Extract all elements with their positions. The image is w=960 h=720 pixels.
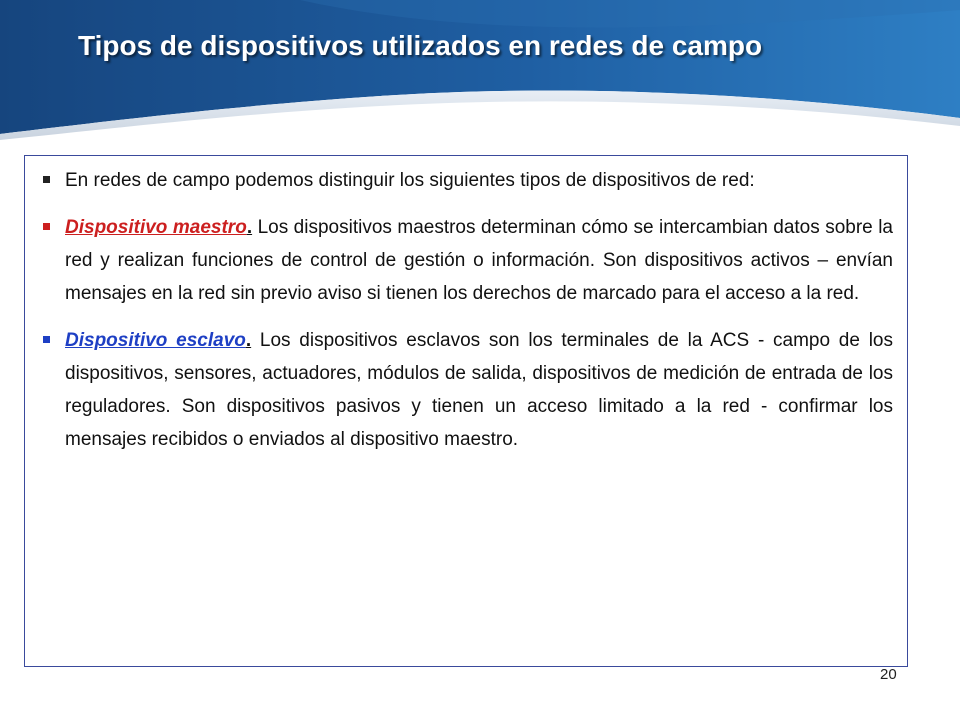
- bullet-intro: [43, 164, 893, 197]
- master-device-description: Los dispositivos maestros determinan cómo se intercambian datos sobre la red y realizan funciones de control de gestión o información. Son dispositivos activos – envían mensajes en la red sin previo aviso si tienen los derechos de marcado para el acceso a la red.: [65, 217, 894, 304]
- square-bullet-icon: [43, 223, 50, 230]
- slave-device-description: Los dispositivos esclavos son los terminales de la ACS - campo de los dispositivos, sensores, actuadores, módulos de salida, dispositivos de medición de entrada de los reguladores. Son dispositivos pasivos y tienen un acceso limitado a la red - confirmar los mensajes recibidos o enviados al dispositivo maestro.: [65, 330, 893, 450]
- square-bullet-icon: [43, 336, 50, 343]
- term-master-device: Dispositivo maestro: [65, 217, 247, 238]
- term-period: .: [245, 330, 252, 351]
- term-period: .: [246, 217, 253, 238]
- slide-title: Tipos de dispositivos utilizados en redes de campo: [78, 30, 763, 61]
- content-box: [24, 155, 908, 667]
- bullet-master-device: [43, 211, 893, 310]
- term-slave-device: Dispositivo esclavo: [65, 330, 246, 351]
- bullet-intro-text: En redes de campo podemos distinguir los siguientes tipos de dispositivos de red:: [65, 170, 755, 191]
- header-banner: [0, 0, 960, 140]
- bullet-list: [43, 164, 893, 456]
- bullet-slave-device: [43, 324, 893, 456]
- square-bullet-icon: [43, 176, 50, 183]
- page-number: 20: [880, 666, 897, 683]
